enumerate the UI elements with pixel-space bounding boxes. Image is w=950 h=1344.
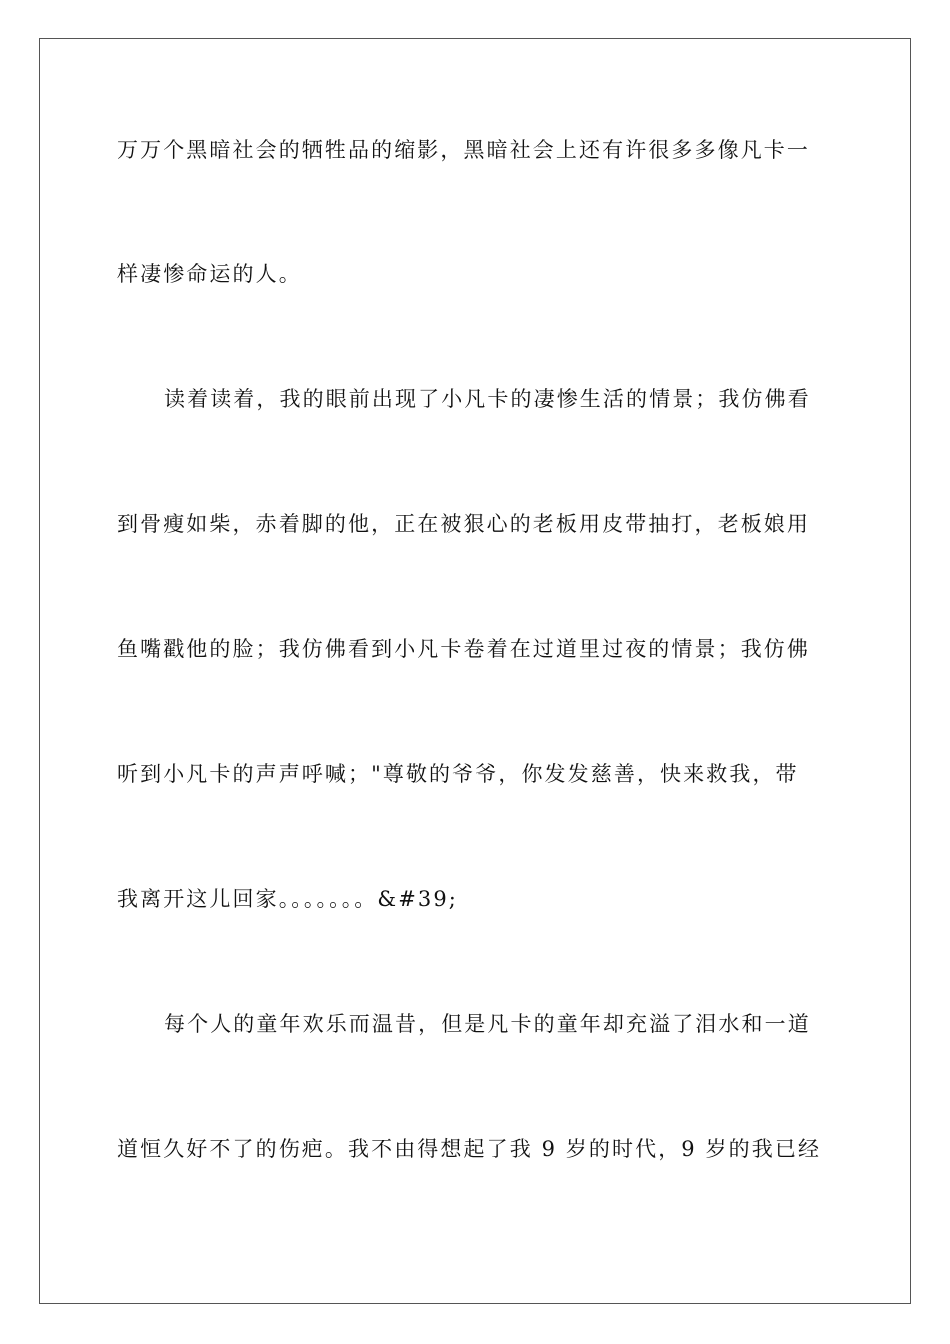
text-line-9: 道恒久好不了的伤疤。我不由得想起了我 9 岁的时代，9 岁的我已经 [117, 1137, 822, 1161]
text-line-1: 万万个黑暗社会的牺牲品的缩影，黑暗社会上还有许很多多像凡卡一 [117, 138, 810, 162]
paragraph-start-line-3: 读着读着，我的眼前出现了小凡卡的凄惨生活的情景；我仿佛看 [164, 387, 811, 411]
text-line-6: 听到小凡卡的声声呼喊；"尊敬的爷爷，你发发慈善，快来救我，带 [117, 762, 799, 786]
text-line-4: 到骨瘦如柴，赤着脚的他，正在被狠心的老板用皮带抽打，老板娘用 [117, 512, 810, 536]
text-line-5: 鱼嘴戳他的脸；我仿佛看到小凡卡卷着在过道里过夜的情景；我仿佛 [117, 637, 810, 661]
text-line-2: 样凄惨命运的人。 [117, 262, 302, 286]
paragraph-start-line-8: 每个人的童年欢乐而温昔，但是凡卡的童年却充溢了泪水和一道 [164, 1012, 811, 1036]
text-line-7: 我离开这儿回家。。。。。。。&#39; [117, 887, 458, 911]
page-border [39, 38, 911, 1304]
